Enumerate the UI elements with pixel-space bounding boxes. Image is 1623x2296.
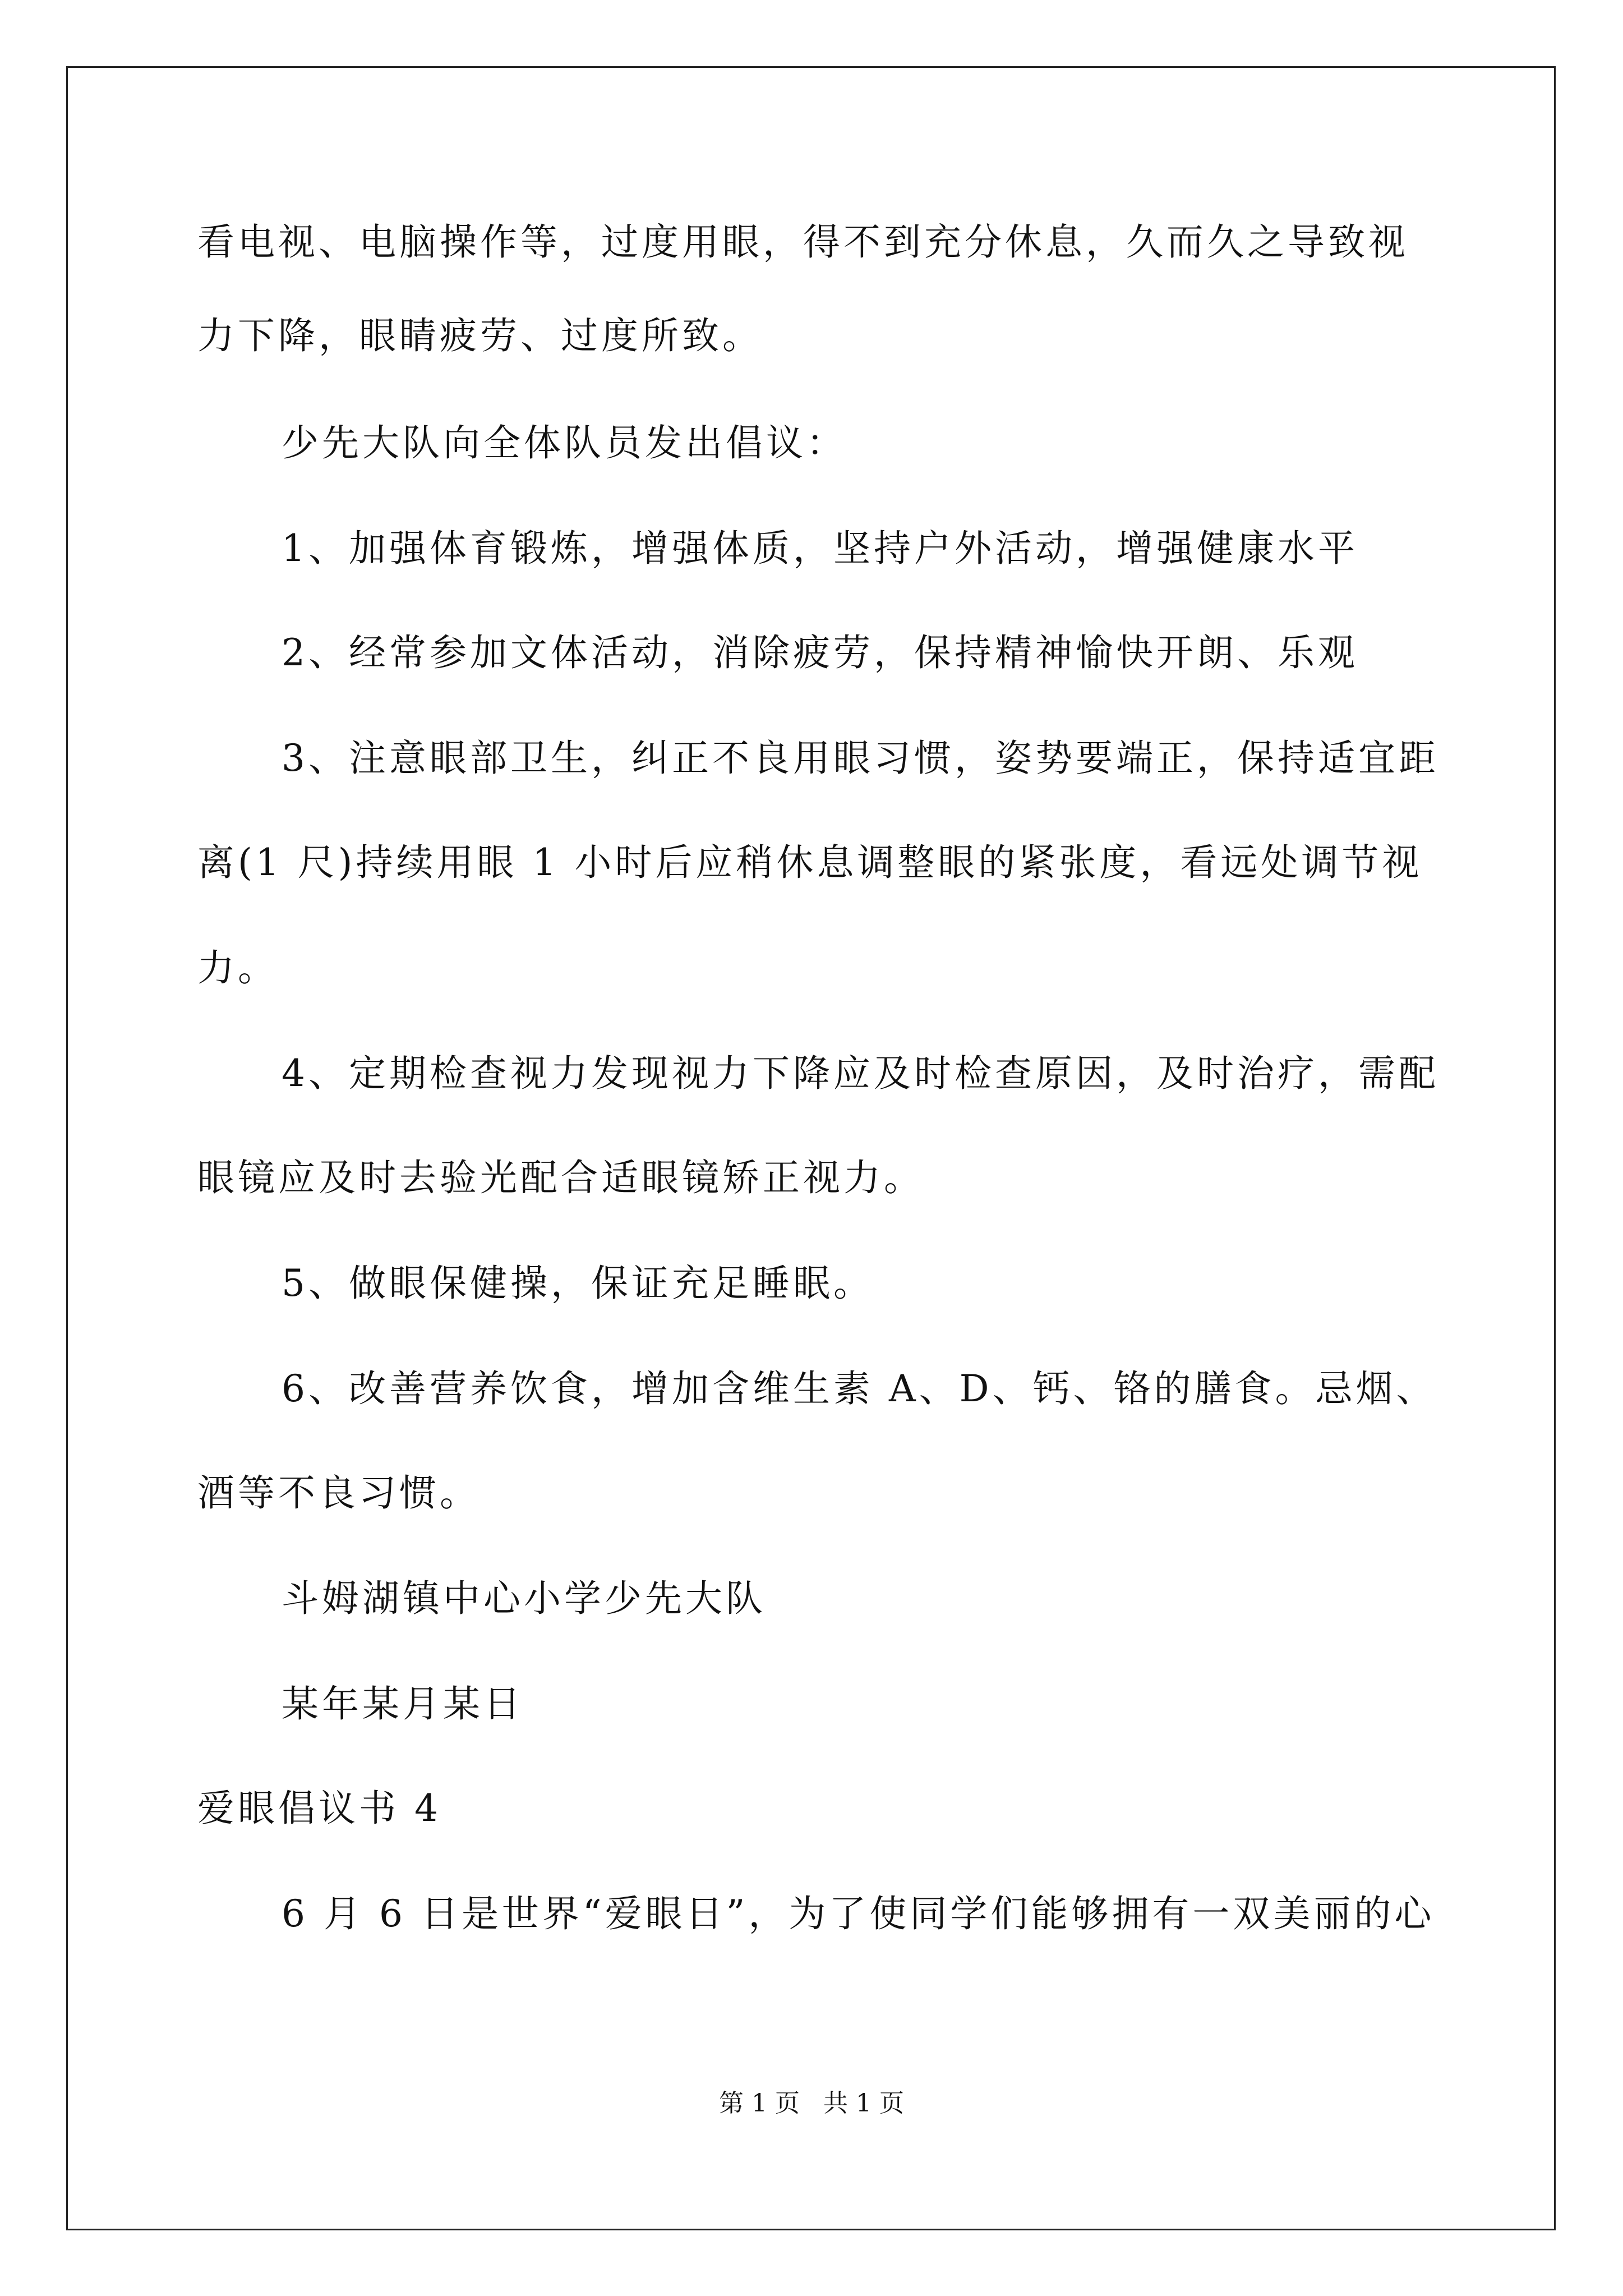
initiative-intro: 少先大队向全体队员发出倡议： [282,421,847,464]
list-item-6: 6、改善营养饮食，增加含维生素 A、D、钙、铬的膳食。忌烟、 [282,1367,1437,1410]
page-footer: 第 1 页 共 1 页 [719,2089,904,2118]
section-title: 爱眼倡议书 4 [197,1787,441,1830]
list-item-3-cont: 力。 [197,946,278,990]
section-body-line: 6 月 6 日是世界“爱眼日”，为了使同学们能够拥有一双美丽的心 [282,1892,1435,1935]
list-item-3: 3、注意眼部卫生，纠正不良用眼习惯，姿势要端正，保持适宜距 [282,737,1439,780]
list-item-4-cont: 眼镜应及时去验光配合适眼镜矫正视力。 [197,1156,924,1199]
list-item-2: 2、经常参加文体活动，消除疲劳，保持精神愉快开朗、乐观 [282,631,1358,674]
list-item-6-cont: 酒等不良习惯。 [197,1471,480,1515]
list-item-3-cont: 离(1 尺)持续用眼 1 小时后应稍休息调整眼的紧张度，看远处调节视 [197,841,1423,884]
list-item-5: 5、做眼保健操，保证充足睡眠。 [282,1262,874,1305]
signature-date: 某年某月某日 [282,1682,524,1726]
body-line: 看电视、电脑操作等，过度用眼，得不到充分休息，久而久之导致视 [197,220,1409,264]
signature-org: 斗姆湖镇中心小学少先大队 [282,1577,766,1620]
body-line: 力下降，眼睛疲劳、过度所致。 [197,314,763,357]
list-item-4: 4、定期检查视力发现视力下降应及时检查原因，及时治疗，需配 [282,1052,1439,1095]
list-item-1: 1、加强体育锻炼，增强体质，坚持户外活动，增强健康水平 [282,527,1358,570]
